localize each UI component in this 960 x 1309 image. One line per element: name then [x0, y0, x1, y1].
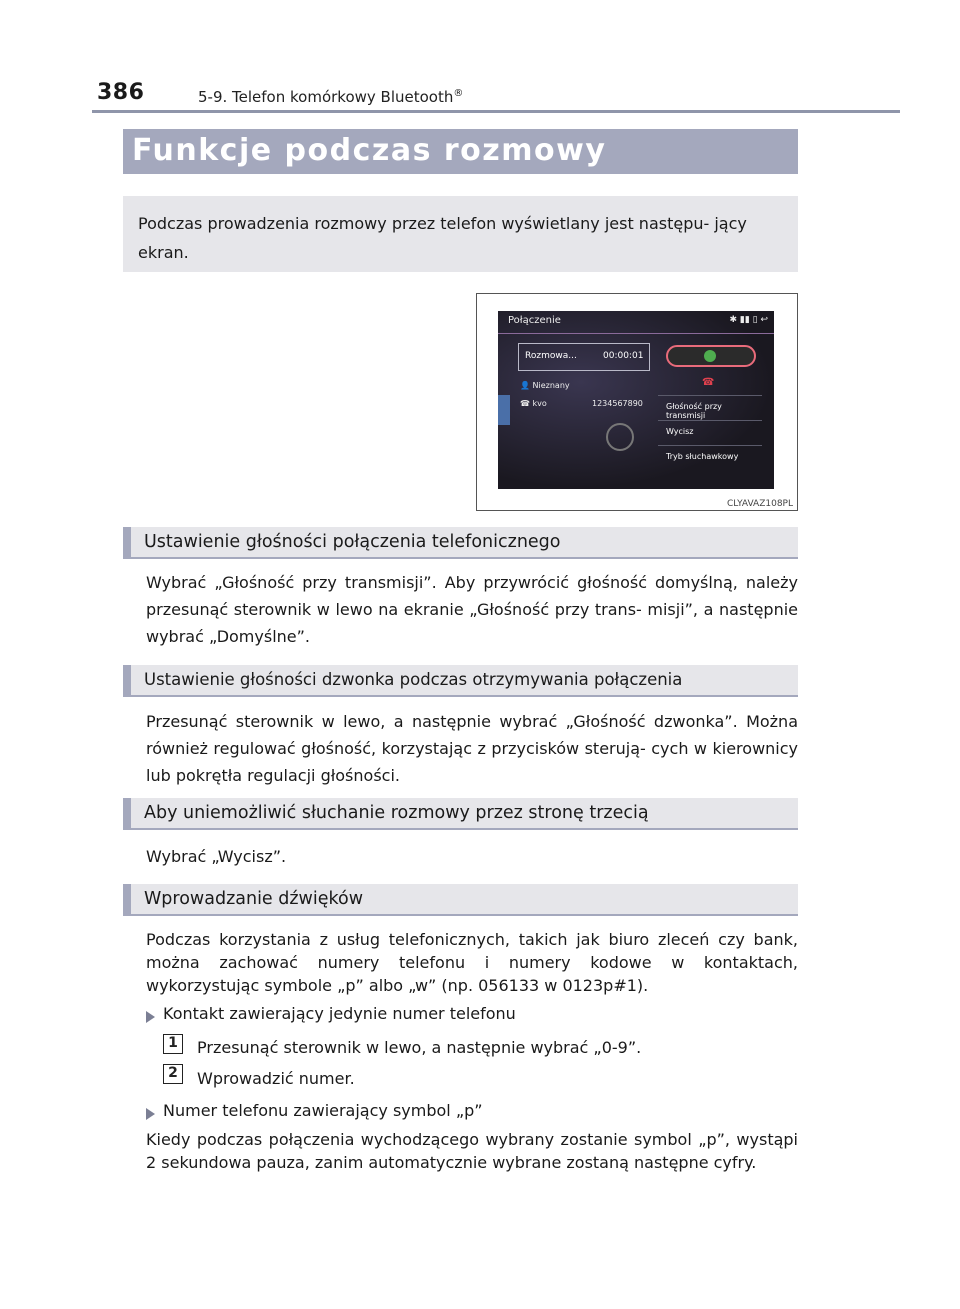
- step-text: Przesunąć sterownik w lewo, a następnie wybrać „0-9”.: [197, 1038, 642, 1057]
- section-heading: [123, 527, 798, 559]
- section-body: Przesunąć sterownik w lewo, a następnie wybrać „Głośność dzwonka”. Można również regulować głośność, korzystając z przycisków sterują- cych w kierownicy lub pokrętła regulacji głośności.: [146, 712, 798, 785]
- menu-item-volume: [658, 395, 762, 418]
- bullet-label: Kontakt zawierający jedynie numer telefonu: [163, 1004, 516, 1023]
- bullet-body: Kiedy podczas połączenia wychodzącego wybrany zostanie symbol „p”, wystąpi 2 sekundowa pauza, zanim automatycznie wybrane zostaną następne cyfry.: [146, 1130, 798, 1172]
- section-body: Wybrać „Głośność przy transmisji”. Aby przywrócić głośność domyślną, należy przesunąć sterownik w lewo na ekranie „Głośność przy trans- misji”, a następnie wybrać „Domyślne”.: [146, 573, 798, 646]
- registered-mark: ®: [453, 88, 464, 99]
- section-heading: [123, 798, 798, 830]
- menu-item-mute: [658, 420, 762, 443]
- page-number: 386: [97, 80, 145, 105]
- section-heading: [123, 884, 798, 916]
- intro-box: [123, 196, 798, 272]
- contact-row: 👤 Nieznany: [520, 381, 570, 390]
- line-label: kvo: [532, 399, 547, 408]
- figure-code: CLYAVAZ108PL: [726, 499, 793, 509]
- step-number: 2: [163, 1064, 183, 1084]
- menu-item-mute-label: Wycisz: [666, 427, 694, 436]
- contact-name: Nieznany: [532, 381, 570, 390]
- status-icons: ✱ ▮▮ ▯ ↩: [729, 315, 768, 325]
- intro-text: Podczas prowadzenia rozmowy przez telefon wyświetlany jest następu- jący ekran.: [138, 214, 747, 262]
- section-heading-text: Ustawienie głośności dzwonka podczas otrzymywania połączenia: [144, 670, 683, 689]
- title-bar: [123, 129, 798, 174]
- bullet-arrow-icon: [146, 1011, 155, 1023]
- header-rule: [92, 110, 900, 113]
- screen-illustration: [476, 293, 798, 511]
- step-number: 1: [163, 1034, 183, 1054]
- screen-title: Połączenie: [508, 315, 561, 326]
- mute-icon: [606, 423, 634, 451]
- call-status-box: [518, 343, 650, 371]
- phone-screen: [498, 311, 774, 489]
- accept-call-button: [666, 345, 756, 367]
- menu-item-handset-label: Tryb słuchawkowy: [666, 452, 739, 461]
- section-body: Podczas korzystania z usług telefonicznych, takich jak biuro zleceń czy bank, można zachować numery telefonu i numery kodowe w kontaktach, wykorzystując symbole „p” albo „w” (np. 056133 w 0123p#1).: [146, 930, 798, 995]
- call-time: 00:00:01: [603, 351, 644, 361]
- call-label: Rozmowa...: [525, 351, 577, 361]
- screen-divider: [498, 333, 774, 334]
- menu-item-volume-label: Głośność przy transmisji: [666, 402, 722, 420]
- step-text: Wprowadzić numer.: [197, 1069, 355, 1088]
- section-path: [198, 88, 463, 106]
- left-tab: [498, 395, 510, 425]
- menu-item-handset: [658, 445, 762, 468]
- bullet-label: Numer telefonu zawierający symbol „p”: [163, 1101, 483, 1120]
- section-heading-text: Wprowadzanie dźwięków: [144, 889, 364, 909]
- end-call-icon: ☎: [702, 377, 715, 388]
- section-heading: [123, 665, 798, 697]
- section-heading-text: Aby uniemożliwić słuchanie rozmowy przez stronę trzecią: [144, 803, 649, 823]
- section-body: Wybrać „Wycisz”.: [146, 847, 287, 866]
- phone-icon: [704, 350, 716, 362]
- bullet-arrow-icon: [146, 1108, 155, 1120]
- section-path-text: 5-9. Telefon komórkowy Bluetooth: [198, 88, 454, 106]
- section-heading-text: Ustawienie głośności połączenia telefonicznego: [144, 532, 561, 552]
- phone-number: 1234567890: [592, 399, 643, 408]
- page-title: Funkcje podczas rozmowy: [132, 133, 607, 168]
- line-row: ☎ kvo: [520, 399, 547, 408]
